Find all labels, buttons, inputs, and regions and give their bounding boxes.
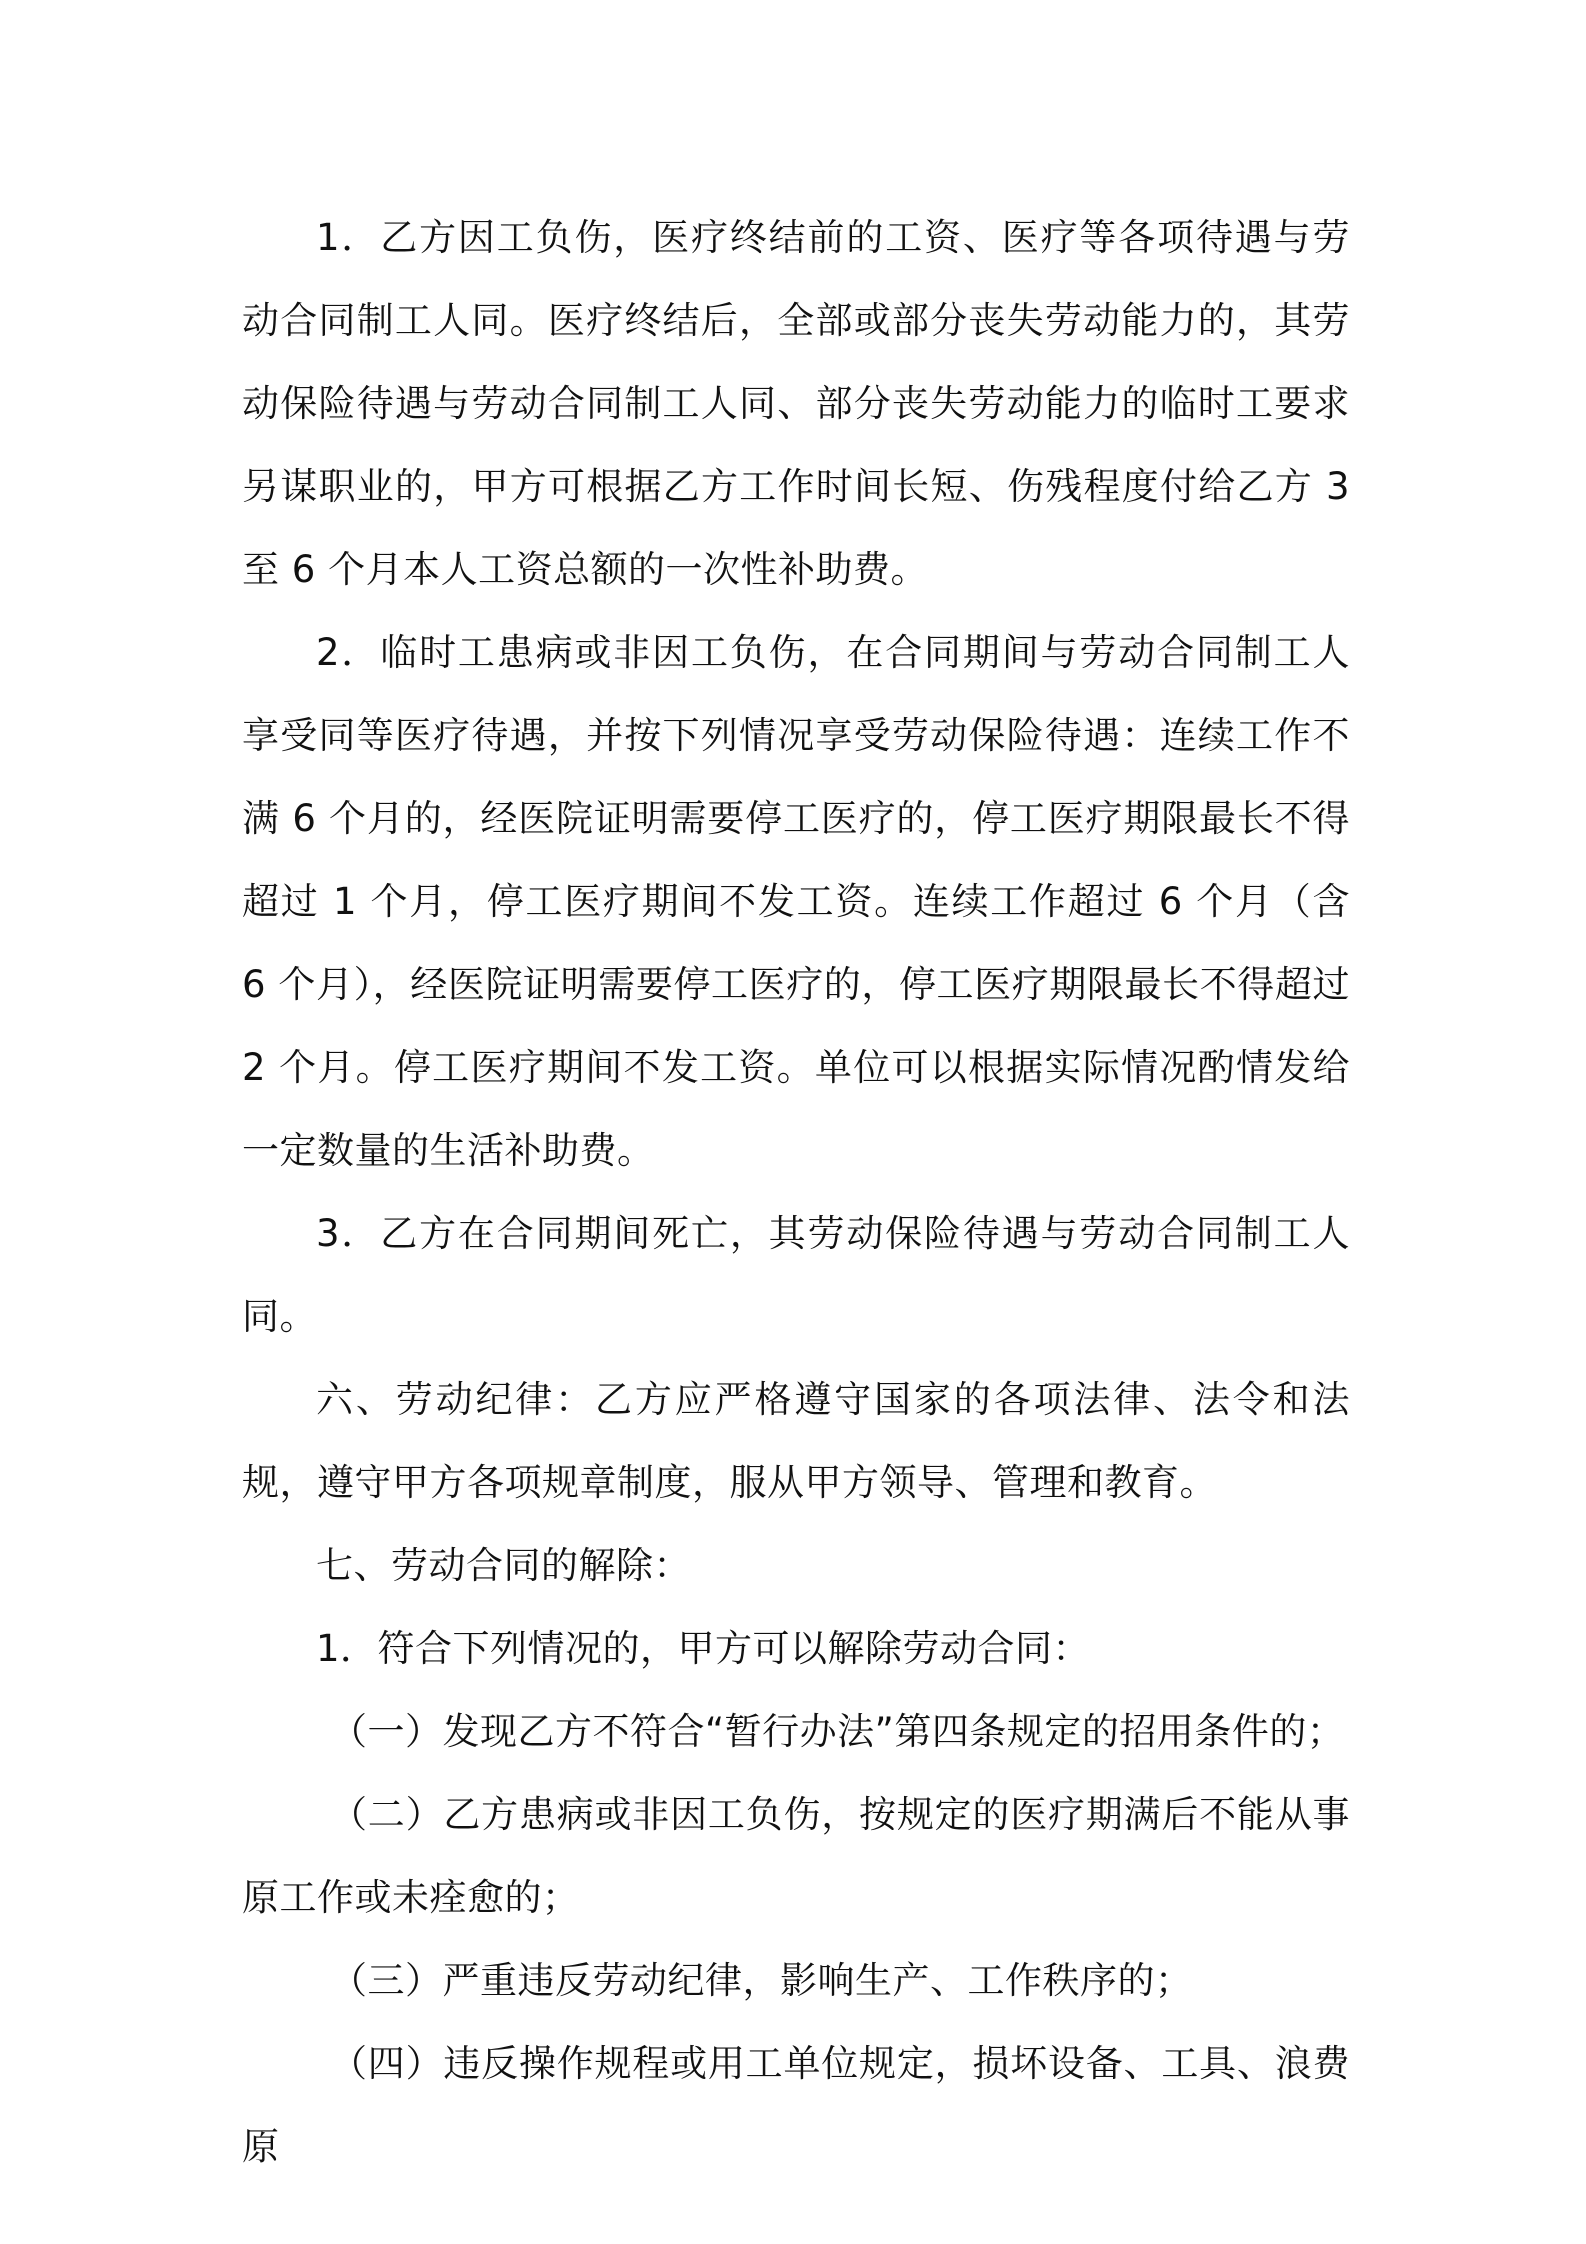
document-body [242,196,1350,2188]
paragraph-termination-conditions: 1．符合下列情况的，甲方可以解除劳动合同： [316,1627,1091,1670]
paragraph-work-injury-benefits: 1．乙方因工负伤，医疗终结前的工资、医疗等各项待遇与劳动合同制工人同。医疗终结后，全部或部分丧失劳动能力的，其劳动保险待遇与劳动合同制工人同、部分丧失劳动能力的临时工要求另谋职业的，甲方可根据乙方工作时间长短、伤残程度付给乙方 3 至 6 个月本人工资总额的一次性补助费。 [242,216,1350,591]
paragraph-death-benefits: 3．乙方在合同期间死亡，其劳动保险待遇与劳动合同制工人同。 [242,1212,1350,1338]
section-contract-termination-heading: 七、劳动合同的解除： [316,1544,691,1587]
list-item-condition-3: （三）严重违反劳动纪律，影响生产、工作秩序的； [330,1959,1193,2002]
list-item-condition-1: （一）发现乙方不符合“暂行办法”第四条规定的招用条件的； [330,1710,1345,1753]
paragraph-illness-benefits: 2．临时工患病或非因工负伤，在合同期间与劳动合同制工人享受同等医疗待遇，并按下列情况享受劳动保险待遇：连续工作不满 6 个月的，经医院证明需要停工医疗的，停工医疗期限最长不得超过 1 个月，停工医疗期间不发工资。连续工作超过 6 个月（含 6 个月），经医院证明需要停工医疗的，停工医疗期限最长不得超过 2 个月。停工医疗期间不发工资。单位可以根据实际情况酌情发给一定数量的生活补助费。 [242,631,1350,1172]
list-item-condition-4: （四）违反操作规程或用工单位规定，损坏设备、工具、浪费原 [242,2042,1350,2168]
section-labor-discipline: 六、劳动纪律：乙方应严格遵守国家的各项法律、法令和法规，遵守甲方各项规章制度，服从甲方领导、管理和教育。 [242,1378,1350,1504]
list-item-condition-2: （二）乙方患病或非因工负伤，按规定的医疗期满后不能从事原工作或未痊愈的； [242,1793,1350,1919]
